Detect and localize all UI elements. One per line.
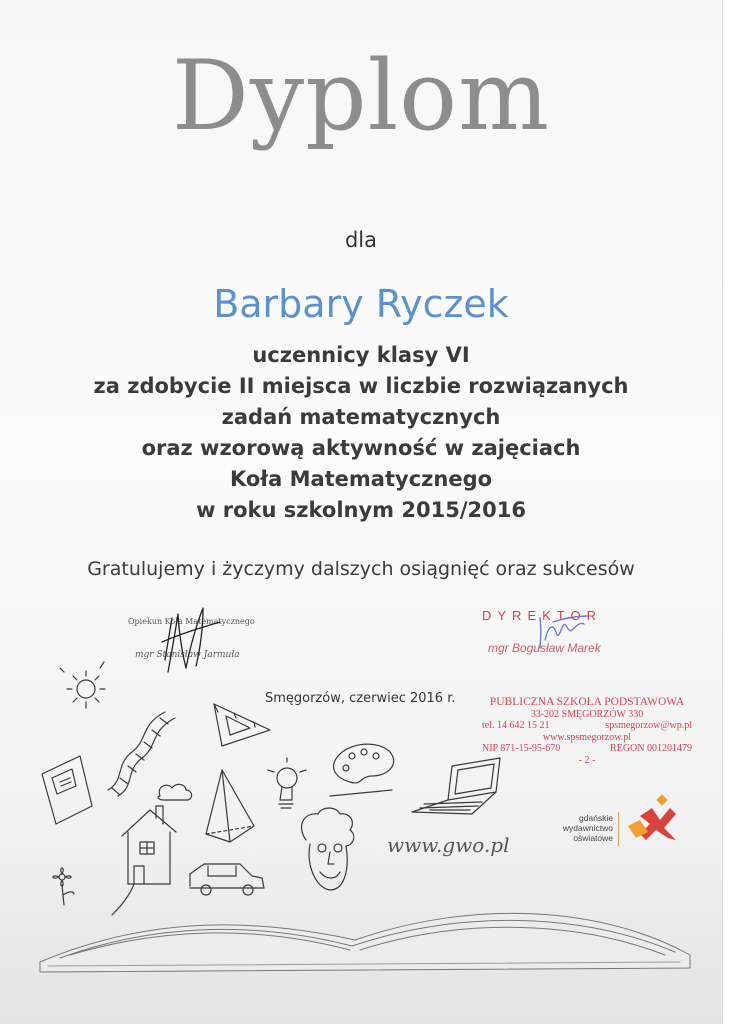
open-book-illustration — [40, 913, 690, 972]
reason-line: zadań matematycznych — [221, 405, 501, 429]
dna-icon — [108, 712, 175, 796]
house-icon — [112, 806, 176, 915]
place-date: Smęgorzów, czerwiec 2016 r. — [265, 691, 456, 706]
stamp-www: www.spsmegorzow.pl — [542, 731, 632, 743]
diploma-title: Dyplom — [171, 40, 551, 152]
reason-line: uczennicy klasy VI — [252, 343, 470, 367]
gwo-logo — [628, 794, 676, 840]
wishes-text: Gratulujemy i życzymy dalszych osiągnięć oraz sukcesów — [87, 558, 635, 580]
car-icon — [190, 864, 264, 895]
opiekun-signature — [162, 608, 220, 672]
cloud-icon — [158, 784, 192, 800]
stamp-email: spsmegorzow@wp.pl — [605, 720, 692, 731]
lightbulb-icon — [268, 758, 306, 808]
reason-line: za zdobycie II miejsca w liczbie rozwiązanych — [93, 374, 629, 398]
reason-line: w roku szkolnym 2015/2016 — [196, 498, 526, 522]
sun-icon — [60, 662, 105, 708]
pyramid-icon — [206, 770, 254, 842]
paint-palette-icon — [330, 744, 394, 796]
flower-icon — [53, 868, 74, 905]
stamp-school-name: PUBLICZNA SZKOŁA PODSTAWOWA — [489, 696, 685, 708]
for-label: dla — [344, 228, 378, 252]
laptop-icon — [412, 758, 500, 814]
stamp-address: 33-202 SMĘGORZÓW 330 — [530, 708, 644, 720]
stamp-phone: tel. 14 642 15 21 — [482, 720, 550, 731]
publisher-line: oświatowe — [573, 833, 613, 843]
stamp-nip: NIP 871-15-95-670 — [482, 743, 561, 754]
book-page-icon — [42, 756, 92, 824]
recipient-name: Barbary Ryczek — [213, 282, 509, 326]
publisher-website: www.gwo.pl — [387, 833, 510, 857]
publisher-line: gdańskie — [578, 813, 613, 823]
reason-line: oraz wzorową aktywność w zajęciach — [141, 436, 581, 460]
opiekun-title: Opiekun Koła Matematycznego — [128, 617, 255, 626]
director-signature — [540, 616, 588, 648]
director-label: DYREKTOR — [482, 608, 602, 623]
set-square-icon — [214, 704, 270, 746]
stamp-regon: REGON 001201479 — [610, 743, 692, 754]
reason-line: Koła Matematycznego — [229, 467, 493, 491]
opiekun-name: mgr Stanisław Jarmuła — [135, 650, 240, 660]
stamp-number: - 2 - — [578, 754, 596, 766]
director-name: mgr Bogusław Marek — [488, 641, 601, 655]
publisher-line: wydawnictwo — [562, 823, 613, 833]
face-icon — [302, 808, 354, 890]
